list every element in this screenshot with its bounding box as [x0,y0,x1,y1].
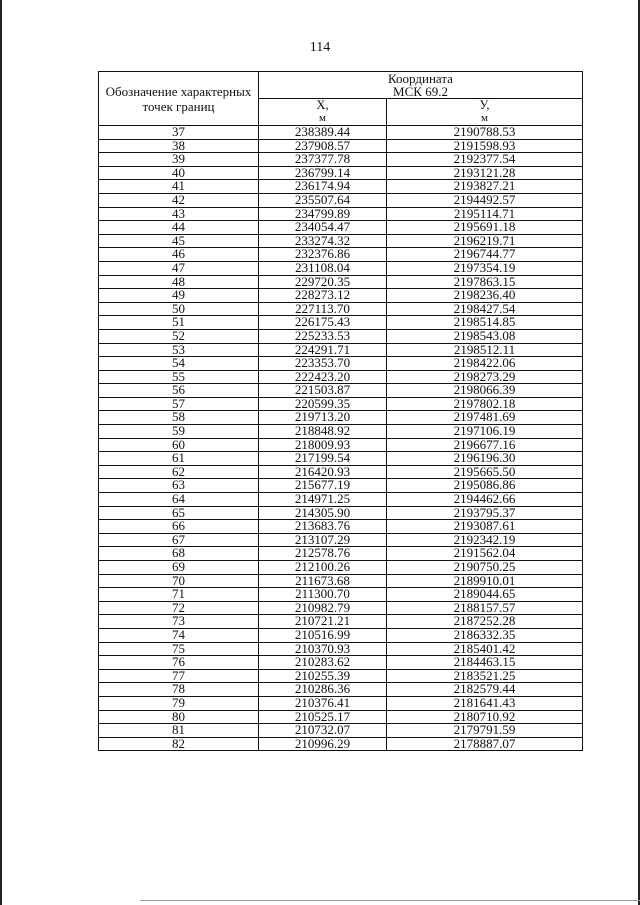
x-coordinate-cell: 210255.39 [259,669,387,683]
y-coordinate-cell: 2191562.04 [387,547,583,561]
header-point-designation-line1: Обозначение характерных [105,83,252,99]
y-coordinate-cell: 2188157.57 [387,601,583,615]
header-point-designation [99,72,259,126]
x-coordinate-cell: 218848.92 [259,425,387,439]
y-coordinate-cell: 2198512.11 [387,343,583,357]
x-coordinate-cell: 215677.19 [259,479,387,493]
point-number-cell: 49 [99,289,259,303]
point-number-cell: 73 [99,615,259,629]
y-coordinate-cell: 2197863.15 [387,275,583,289]
table-row [99,696,583,710]
header-x-unit: м [319,112,326,124]
x-coordinate-cell: 210525.17 [259,710,387,724]
y-coordinate-cell: 2196196.30 [387,452,583,466]
header-y-column [387,99,583,126]
y-coordinate-cell: 2186332.35 [387,628,583,642]
point-number-cell: 39 [99,153,259,167]
y-coordinate-cell: 2189910.01 [387,574,583,588]
point-number-cell: 69 [99,561,259,575]
x-coordinate-cell: 213107.29 [259,533,387,547]
point-number-cell: 60 [99,438,259,452]
point-number-cell: 46 [99,248,259,262]
x-coordinate-cell: 228273.12 [259,289,387,303]
y-coordinate-cell: 2192377.54 [387,153,583,167]
x-coordinate-cell: 211673.68 [259,574,387,588]
y-coordinate-cell: 2198236.40 [387,289,583,303]
point-number-cell: 37 [99,126,259,140]
x-coordinate-cell: 237908.57 [259,139,387,153]
point-number-cell: 47 [99,261,259,275]
x-coordinate-cell: 226175.43 [259,316,387,330]
y-coordinate-cell: 2183521.25 [387,669,583,683]
y-coordinate-cell: 2197106.19 [387,425,583,439]
y-coordinate-cell: 2184463.15 [387,656,583,670]
y-coordinate-cell: 2185401.42 [387,642,583,656]
x-coordinate-cell: 210376.41 [259,696,387,710]
point-number-cell: 48 [99,275,259,289]
x-coordinate-cell: 210370.93 [259,642,387,656]
x-coordinate-cell: 222423.20 [259,370,387,384]
header-coordinate-system-name: МСК 69.2 [393,84,448,99]
y-coordinate-cell: 2178887.07 [387,737,583,751]
scan-left-edge [0,0,2,905]
x-coordinate-cell: 210516.99 [259,628,387,642]
header-coordinate-title: Координата [388,71,453,86]
x-coordinate-cell: 236174.94 [259,180,387,194]
point-number-cell: 43 [99,207,259,221]
x-coordinate-cell: 224291.71 [259,343,387,357]
y-coordinate-cell: 2196677.16 [387,438,583,452]
x-coordinate-cell: 219713.20 [259,411,387,425]
y-coordinate-cell: 2197802.18 [387,397,583,411]
table-header [99,72,583,126]
y-coordinate-cell: 2198273.29 [387,370,583,384]
y-coordinate-cell: 2198514.85 [387,316,583,330]
y-coordinate-cell: 2194492.57 [387,193,583,207]
x-coordinate-cell: 231108.04 [259,261,387,275]
x-coordinate-cell: 227113.70 [259,302,387,316]
x-coordinate-cell: 214305.90 [259,506,387,520]
point-number-cell: 61 [99,452,259,466]
point-number-cell: 45 [99,234,259,248]
y-coordinate-cell: 2197354.19 [387,261,583,275]
x-coordinate-cell: 210286.36 [259,683,387,697]
x-coordinate-cell: 234799.89 [259,207,387,221]
point-number-cell: 82 [99,737,259,751]
header-coordinate-system [259,72,583,99]
y-coordinate-cell: 2197481.69 [387,411,583,425]
point-number-cell: 50 [99,302,259,316]
x-coordinate-cell: 212100.26 [259,561,387,575]
y-coordinate-cell: 2198066.39 [387,384,583,398]
page-number: 114 [309,40,331,55]
y-coordinate-cell: 2195086.86 [387,479,583,493]
y-coordinate-cell: 2181641.43 [387,696,583,710]
y-coordinate-cell: 2198543.08 [387,329,583,343]
y-coordinate-cell: 2194462.66 [387,493,583,507]
point-number-cell: 70 [99,574,259,588]
y-coordinate-cell: 2191598.93 [387,139,583,153]
point-number-cell: 57 [99,397,259,411]
y-coordinate-cell: 2190788.53 [387,126,583,140]
point-number-cell: 66 [99,520,259,534]
point-number-cell: 55 [99,370,259,384]
x-coordinate-cell: 237377.78 [259,153,387,167]
x-coordinate-cell: 221503.87 [259,384,387,398]
point-number-cell: 54 [99,357,259,371]
y-coordinate-cell: 2195665.50 [387,465,583,479]
point-number-cell: 80 [99,710,259,724]
point-number-cell: 38 [99,139,259,153]
point-number-cell: 75 [99,642,259,656]
point-number-cell: 81 [99,724,259,738]
x-coordinate-cell: 212578.76 [259,547,387,561]
boundary-points-table [98,71,583,751]
header-y-label: У, [479,98,490,112]
x-coordinate-cell: 235507.64 [259,193,387,207]
x-coordinate-cell: 232376.86 [259,248,387,262]
x-coordinate-cell: 210721.21 [259,615,387,629]
y-coordinate-cell: 2193795.37 [387,506,583,520]
x-coordinate-cell: 236799.14 [259,166,387,180]
table-row [99,737,583,751]
x-coordinate-cell: 214971.25 [259,493,387,507]
header-x-label: X, [316,98,329,112]
y-coordinate-cell: 2182579.44 [387,683,583,697]
point-number-cell: 67 [99,533,259,547]
y-coordinate-cell: 2195691.18 [387,221,583,235]
x-coordinate-cell: 210982.79 [259,601,387,615]
y-coordinate-cell: 2193121.28 [387,166,583,180]
point-number-cell: 79 [99,696,259,710]
x-coordinate-cell: 233274.32 [259,234,387,248]
y-coordinate-cell: 2196219.71 [387,234,583,248]
point-number-cell: 40 [99,166,259,180]
x-coordinate-cell: 225233.53 [259,329,387,343]
header-x-column [259,99,387,126]
table-body [99,126,583,751]
y-coordinate-cell: 2192342.19 [387,533,583,547]
x-coordinate-cell: 210283.62 [259,656,387,670]
table-row [99,261,583,275]
x-coordinate-cell: 234054.47 [259,221,387,235]
point-number-cell: 68 [99,547,259,561]
point-number-cell: 72 [99,601,259,615]
x-coordinate-cell: 223353.70 [259,357,387,371]
y-coordinate-cell: 2190750.25 [387,561,583,575]
point-number-cell: 78 [99,683,259,697]
y-coordinate-cell: 2198427.54 [387,302,583,316]
table-row [99,329,583,343]
y-coordinate-cell: 2187252.28 [387,615,583,629]
point-number-cell: 74 [99,628,259,642]
point-number-cell: 62 [99,465,259,479]
point-number-cell: 63 [99,479,259,493]
header-y-unit: м [481,112,488,124]
point-number-cell: 41 [99,180,259,194]
x-coordinate-cell: 218009.93 [259,438,387,452]
point-number-cell: 76 [99,656,259,670]
point-number-cell: 59 [99,425,259,439]
x-coordinate-cell: 210996.29 [259,737,387,751]
point-number-cell: 52 [99,329,259,343]
point-number-cell: 58 [99,411,259,425]
scan-bottom-edge [140,900,640,901]
y-coordinate-cell: 2195114.71 [387,207,583,221]
x-coordinate-cell: 216420.93 [259,465,387,479]
x-coordinate-cell: 238389.44 [259,126,387,140]
x-coordinate-cell: 211300.70 [259,588,387,602]
y-coordinate-cell: 2180710.92 [387,710,583,724]
y-coordinate-cell: 2193827.21 [387,180,583,194]
y-coordinate-cell: 2198422.06 [387,357,583,371]
point-number-cell: 51 [99,316,259,330]
point-number-cell: 64 [99,493,259,507]
point-number-cell: 71 [99,588,259,602]
x-coordinate-cell: 217199.54 [259,452,387,466]
point-number-cell: 44 [99,221,259,235]
x-coordinate-cell: 220599.35 [259,397,387,411]
x-coordinate-cell: 210732.07 [259,724,387,738]
y-coordinate-cell: 2179791.59 [387,724,583,738]
x-coordinate-cell: 229720.35 [259,275,387,289]
x-coordinate-cell: 213683.76 [259,520,387,534]
point-number-cell: 42 [99,193,259,207]
y-coordinate-cell: 2196744.77 [387,248,583,262]
header-point-designation-line2: точек границ [142,98,215,114]
point-number-cell: 56 [99,384,259,398]
y-coordinate-cell: 2193087.61 [387,520,583,534]
point-number-cell: 77 [99,669,259,683]
point-number-cell: 65 [99,506,259,520]
y-coordinate-cell: 2189044.65 [387,588,583,602]
point-number-cell: 53 [99,343,259,357]
